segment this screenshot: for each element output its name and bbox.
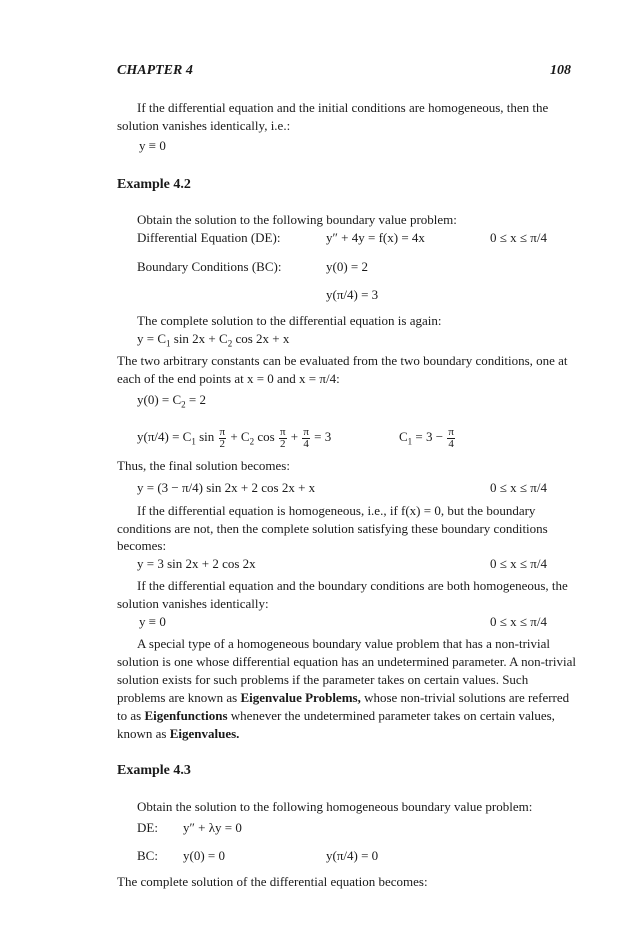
equation: $y(\pi/4) = C_1$ sin $\frac{\pi}{2}$ + $C_2$ cos $\frac{\pi}{2}$ + $\frac{\pi}{4}$ = 3 <box>137 425 332 450</box>
equation: y″ + λy = 0 <box>183 820 242 835</box>
domain-range: 0 ≤ x ≤ π/4 <box>490 614 547 629</box>
equation: $C_1 = 3$ − $\frac{\pi}{4}$ <box>399 425 454 450</box>
term-eigenvalues: Eigenvalues. <box>169 726 240 741</box>
de-label: Differential Equation (DE): <box>137 230 281 245</box>
equation: y ≡ 0 <box>139 614 166 629</box>
term-eigenvalue-problems: Eigenvalue Problems, <box>240 690 361 705</box>
equation: y(0) = 2 <box>326 259 368 274</box>
term-eigenfunctions: Eigenfunctions <box>144 708 228 723</box>
domain-range: 0 ≤ x ≤ π/4 <box>490 480 547 495</box>
paragraph-line: solution vanishes identically: <box>117 596 269 611</box>
bc-label: BC: <box>137 848 158 863</box>
equation: y = (3 − π/4) sin 2x + 2 cos 2x + x <box>137 480 316 495</box>
paragraph-line: problems are known as Eigenvalue Problems, whose non-trivial solutions are referred <box>117 690 570 705</box>
paragraph-line: to as Eigenfunctions whenever the undetermined parameter takes on certain values, <box>117 708 555 723</box>
paragraph-line: The two arbitrary constants can be evaluated from the two boundary conditions, one at <box>117 353 568 368</box>
domain-range: 0 ≤ x ≤ π/4 <box>490 556 547 571</box>
equation: y ≡ 0 <box>139 138 166 153</box>
equation: $y = C_1$ $\sin 2x + C_2$ cos 2x + x <box>137 331 290 349</box>
paragraph-line: known as Eigenvalues. <box>117 726 240 741</box>
paragraph-line: solution is one whose differential equation has an undetermined parameter. A non-trivial <box>117 654 576 669</box>
paragraph-line: each of the end points at x = 0 and x = π/4: <box>117 371 340 386</box>
page-number: 108 <box>550 63 571 78</box>
example-title: Example 4.3 <box>117 763 191 778</box>
paragraph-line: Thus, the final solution becomes: <box>117 458 290 473</box>
equation: y″ + 4y = f(x) = 4x <box>326 230 425 245</box>
equation: y(π/4) = 3 <box>326 287 379 302</box>
paragraph-line: If the differential equation and the boundary conditions are both homogeneous, the <box>137 578 568 593</box>
equation: y(π/4) = 0 <box>326 848 379 863</box>
bc-label: Boundary Conditions (BC): <box>137 259 282 274</box>
de-label: DE: <box>137 820 158 835</box>
paragraph-line: Obtain the solution to the following boundary value problem: <box>137 212 457 227</box>
paragraph-line: solution exists for such problems if the parameter takes on certain values. Such <box>117 672 529 687</box>
chapter-header: CHAPTER 4 <box>117 63 193 78</box>
paragraph-line: becomes: <box>117 538 167 553</box>
paragraph-line: solution vanishes identically, i.e.: <box>117 118 291 133</box>
domain-range: 0 ≤ x ≤ π/4 <box>490 230 547 245</box>
paragraph-line: If the differential equation is homogeneous, i.e., if f(x) = 0, but the boundary <box>137 503 536 518</box>
paragraph-line: The complete solution of the differential equation becomes: <box>117 874 428 889</box>
paragraph-line: The complete solution to the differential equation is again: <box>137 313 442 328</box>
equation: y(0) = 0 <box>183 848 225 863</box>
paragraph-line: If the differential equation and the initial conditions are homogeneous, then the <box>137 100 549 115</box>
paragraph-line: A special type of a homogeneous boundary value problem that has a non-trivial <box>137 636 550 651</box>
equation: $y(0) = C_2 = 2$ <box>137 392 207 410</box>
paragraph-line: conditions are not, then the complete solution satisfying these boundary conditions <box>117 521 548 536</box>
paragraph-line: Obtain the solution to the following homogeneous boundary value problem: <box>137 799 533 814</box>
example-title: Example 4.2 <box>117 177 191 192</box>
equation: y = 3 sin 2x + 2 cos 2x <box>137 556 256 571</box>
